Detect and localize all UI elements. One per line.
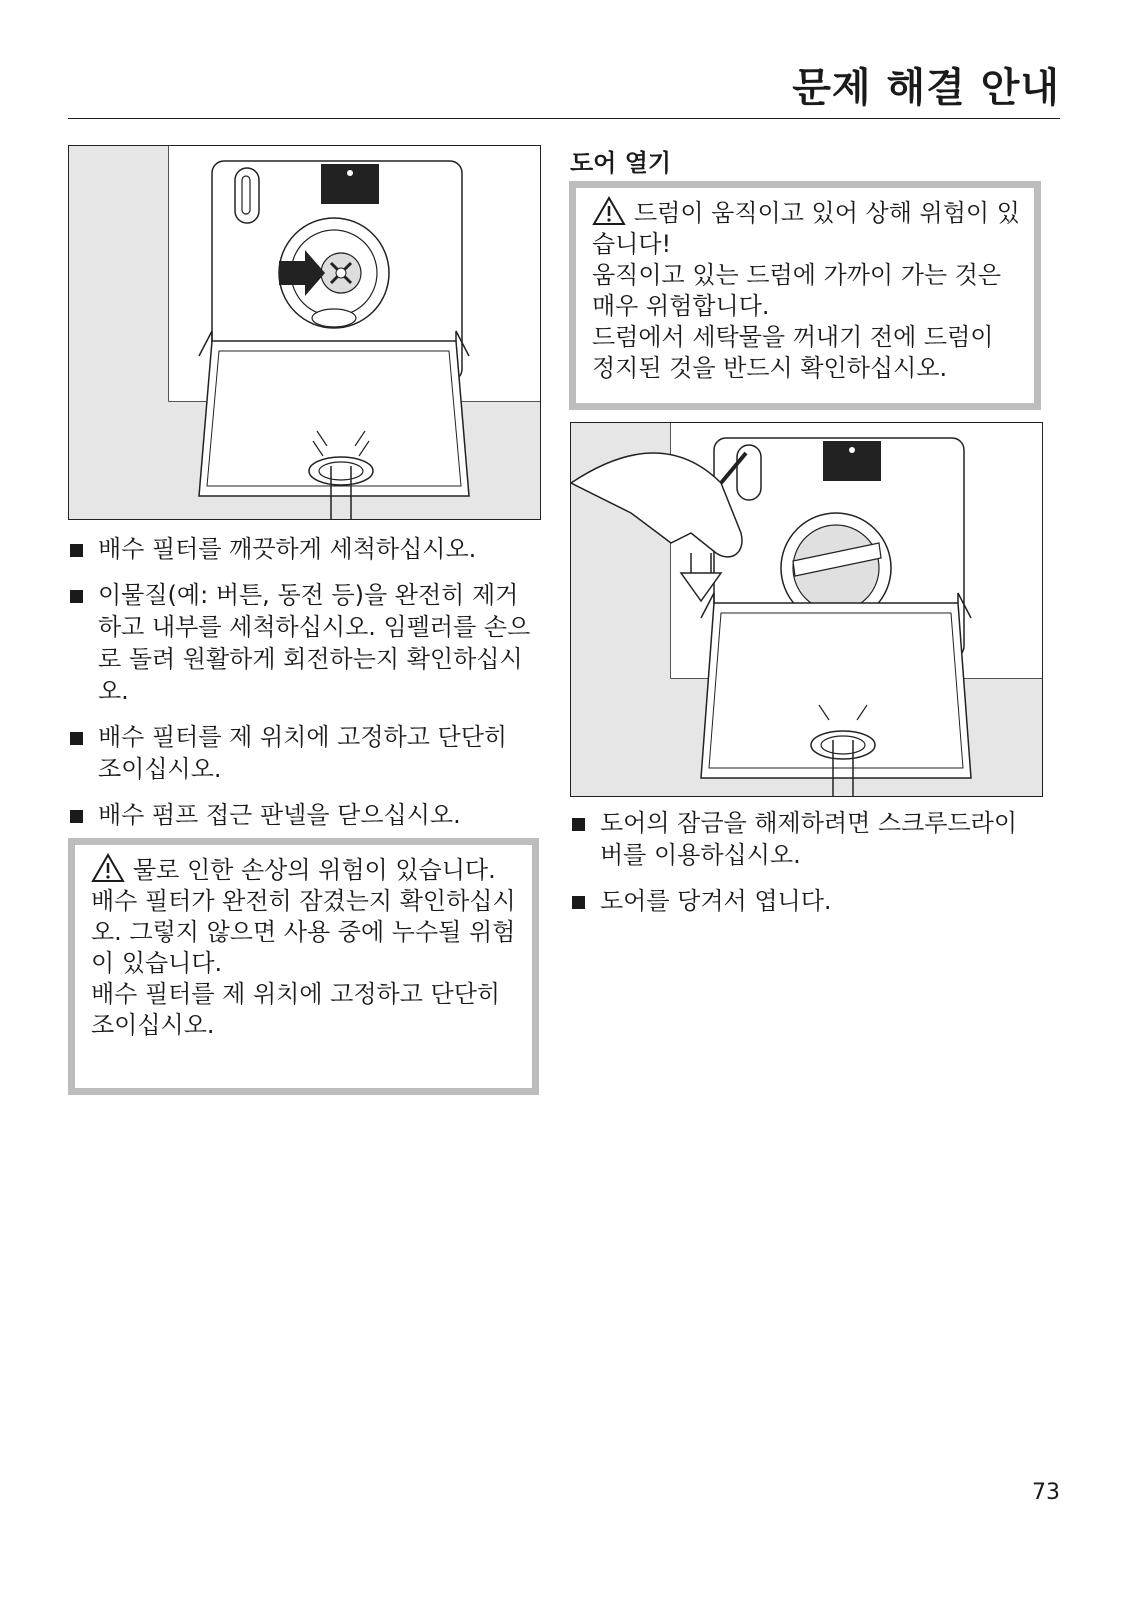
drain-filter-illustration <box>68 145 541 520</box>
bullet-square-icon <box>70 544 83 557</box>
drum-injury-warning <box>569 181 1041 410</box>
bullet-square-icon <box>70 732 83 745</box>
section-title: 도어 열기 <box>570 149 672 177</box>
list-item: 배수 펌프 접근 판넬을 닫으십시오. <box>68 799 533 831</box>
warning-triangle-icon <box>592 196 626 226</box>
list-item: 배수 필터를 깨끗하게 세척하십시오. <box>68 533 533 565</box>
warning-triangle-icon <box>91 853 125 883</box>
bullet-square-icon <box>70 810 83 823</box>
warning-paragraph: 드럼에서 세탁물을 꺼내기 전에 드럼이 정지된 것을 반드시 확인하십시오. <box>592 323 994 382</box>
header-divider <box>68 118 1060 119</box>
bullet-square-icon <box>572 896 585 909</box>
list-item: 도어를 당겨서 엽니다. <box>570 885 1040 917</box>
left-bullet-list <box>68 533 533 845</box>
warning-headline: 드럼이 움직이고 있어 상해 위험이 있습니다! <box>592 196 1022 260</box>
list-item: 배수 필터를 제 위치에 고정하고 단단히 조이십시오. <box>68 721 533 785</box>
bullet-square-icon <box>70 590 83 603</box>
warning-headline: 물로 인한 손상의 위험이 있습니다. <box>91 853 520 886</box>
right-bullet-list <box>570 807 1040 931</box>
warning-paragraph: 움직이고 있는 드럼에 가까이 가는 것은 매우 위험합니다. <box>592 261 1002 320</box>
page-number: 73 <box>1032 1480 1060 1505</box>
warning-paragraph: 배수 필터가 완전히 잠겼는지 확인하십시오. 그렇지 않으면 사용 중에 누수될 위험이 있습니다. <box>91 887 516 977</box>
page-title: 문제 해결 안내 <box>792 65 1060 111</box>
list-item: 도어의 잠금을 해제하려면 스크루드라이버를 이용하십시오. <box>570 807 1040 871</box>
list-item: 이물질(예: 버튼, 동전 등)을 완전히 제거하고 내부를 세척하십시오. 임펠러를 손으로 돌려 원활하게 회전하는지 확인하십시오. <box>68 579 533 707</box>
water-damage-warning <box>68 838 539 1095</box>
bullet-square-icon <box>572 818 585 831</box>
door-unlock-illustration <box>570 422 1043 797</box>
warning-paragraph: 배수 필터를 제 위치에 고정하고 단단히 조이십시오. <box>91 980 501 1039</box>
